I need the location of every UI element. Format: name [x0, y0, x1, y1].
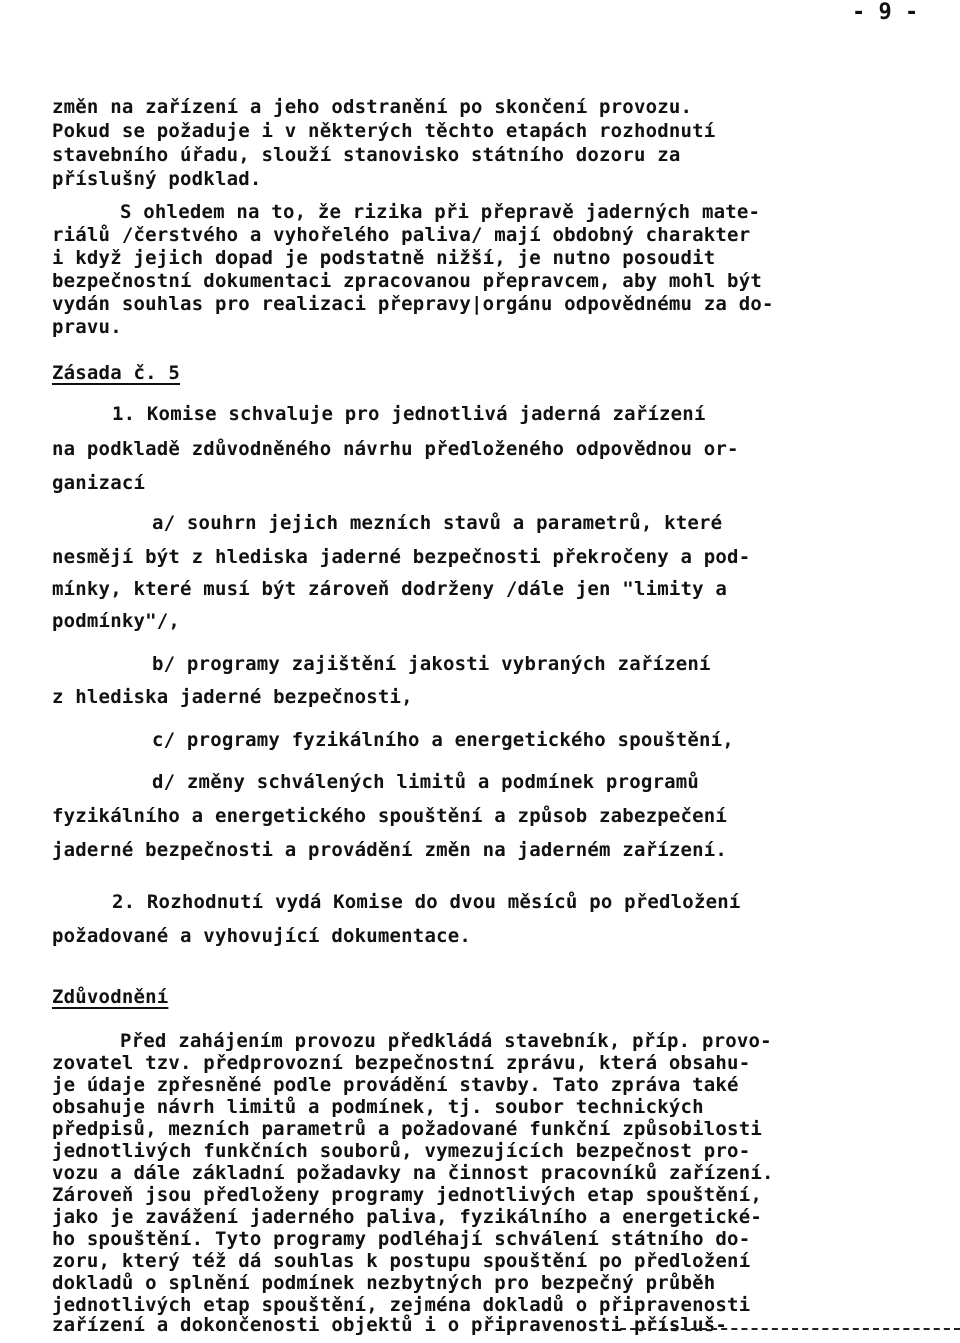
section-heading-zduvodneni: Zdůvodnění — [52, 986, 169, 1008]
text-line: i když jejich dopad je podstatně nižší, je nutno posoudit — [52, 247, 716, 269]
text-line: ho spouštění. Tyto programy podléhají schválení státního do- — [52, 1228, 751, 1250]
text-line: riálů /čerstvého a vyhořelého paliva/ mají obdobný charakter — [52, 224, 751, 246]
text-line: předpisů, mezních parametrů a požadované funkční způsobilosti — [52, 1118, 762, 1140]
text-line: pravu. — [52, 316, 122, 338]
text-line: podmínky"/, — [52, 610, 181, 632]
list-item: b/ programy zajištění jakosti vybraných zařízení — [152, 653, 711, 675]
text-line: dokladů o splnění podmínek nezbytných pro bezpečný průběh — [52, 1272, 716, 1294]
text-line: příslušný podklad. — [52, 168, 262, 190]
text-line: Zároveň jsou předloženy programy jednotlivých etap spouštění, — [52, 1184, 762, 1206]
text-line: bezpečnostní dokumentaci zpracovanou přepravcem, aby mohl být — [52, 270, 762, 292]
text-line: mínky, které musí být zároveň dodrženy /dále jen "limity a — [52, 578, 728, 600]
text-line: jednotlivých etap spouštění, zejména dokladů o připravenosti — [52, 1294, 751, 1316]
text-line: z hlediska jaderné bezpečnosti, — [52, 686, 413, 708]
text-line: obsahuje návrh limitů a podmínek, tj. soubor technických — [52, 1096, 704, 1118]
text-line: 1. Komise schvaluje pro jednotlivá jaderná zařízení — [112, 403, 706, 425]
text-line: Před zahájením provozu předkládá stavebník, příp. provo- — [120, 1030, 772, 1052]
list-item: a/ souhrn jejich mezních stavů a parametrů, které — [152, 512, 723, 534]
text-line: ganizací — [52, 472, 146, 494]
list-item: c/ programy fyzikálního a energetického spouštění, — [152, 729, 734, 751]
text-line: S ohledem na to, že rizika při přepravě jaderných mate- — [120, 201, 761, 223]
text-line: nesmějí být z hlediska jaderné bezpečnosti překročeny a pod- — [52, 546, 751, 568]
text-line: zovatel tzv. předprovozní bezpečnostní zprávu, která obsahu- — [52, 1052, 751, 1074]
text-line: je údaje zpřesněné podle provádění stavby. Tato zpráva také — [52, 1074, 739, 1096]
text-line: jako je zavážení jaderného paliva, fyzikálního a energetické- — [52, 1206, 762, 1228]
text-line: jednotlivých funkčních souborů, vymezujících bezpečnost pro- — [52, 1140, 751, 1162]
text-line: fyzikálního a energetického spouštění a způsob zabezpečení — [52, 805, 728, 827]
text-line: stavebního úřadu, slouží stanovisko státního dozoru za — [52, 144, 681, 166]
page-number: - 9 - — [852, 0, 919, 25]
text-line: změn na zařízení a jeho odstranění po skončení provozu. — [52, 96, 693, 118]
section-heading-zasada: Zásada č. 5 — [52, 362, 181, 384]
text-line: zařízení a dokončenosti objektů i o připravenosti přísluš- — [52, 1314, 728, 1336]
text-line: zoru, který též dá souhlas k postupu spouštění po předložení — [52, 1250, 751, 1272]
text-line: Pokud se požaduje i v některých těchto etapách rozhodnutí — [52, 120, 716, 142]
text-line: 2. Rozhodnutí vydá Komise do dvou měsíců po předložení — [112, 891, 741, 913]
page-bottom-dashes — [620, 1328, 960, 1330]
text-line: jaderné bezpečnosti a provádění změn na jaderném zařízení. — [52, 839, 728, 861]
text-line: vydán souhlas pro realizaci přepravy|orgánu odpovědnému za do- — [52, 293, 774, 315]
text-line: požadované a vyhovující dokumentace. — [52, 925, 472, 947]
text-line: vozu a dále základní požadavky na činnost pracovníků zařízení. — [52, 1162, 774, 1184]
list-item: d/ změny schválených limitů a podmínek programů — [152, 771, 700, 793]
text-line: na podkladě zdůvodněného návrhu předloženého odpovědnou or- — [52, 438, 739, 460]
